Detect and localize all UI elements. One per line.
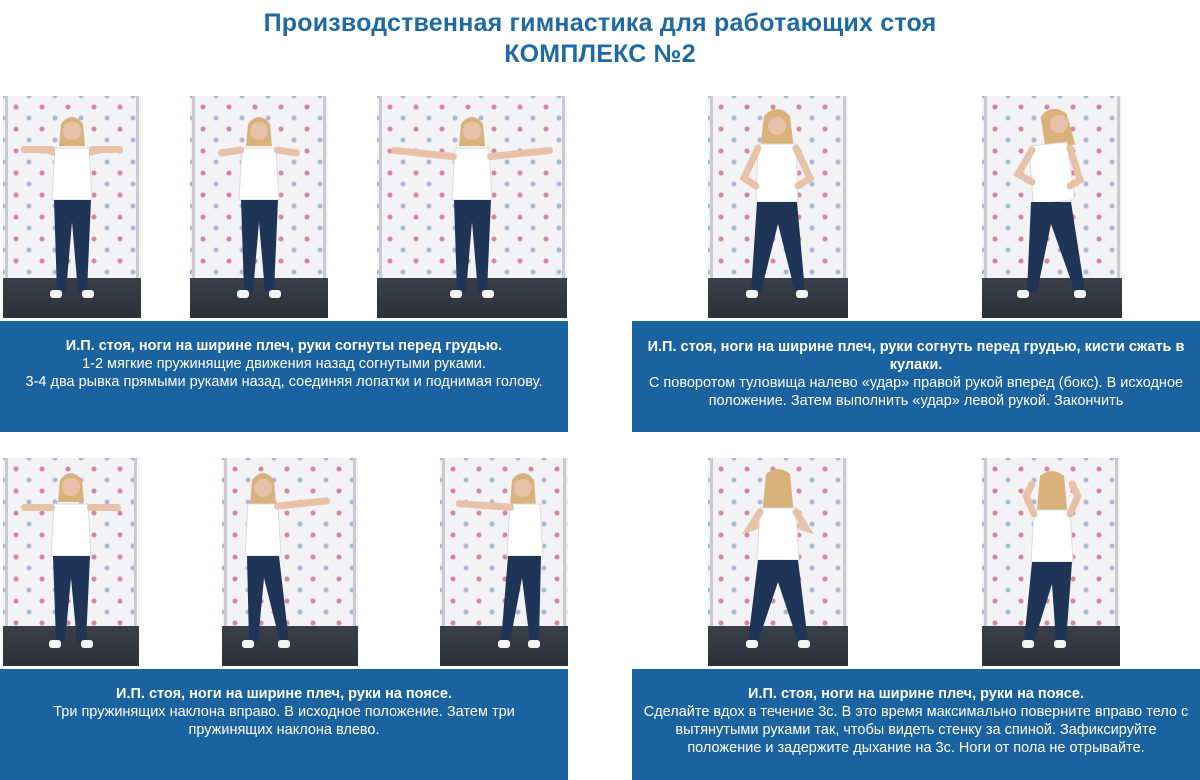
title-line-1: Производственная гимнастика для работающих стоя (263, 9, 937, 37)
person-figure (708, 96, 848, 318)
person-figure (708, 458, 848, 666)
exercise-3-photo-3 (440, 458, 568, 666)
exercise-4-description (632, 669, 1200, 780)
exercise-4-photo-1 (708, 458, 848, 666)
person-figure (3, 458, 139, 666)
exercise-2-heading: И.П. стоя, ноги на ширине плеч, руки согнуть перед грудью, кисти сжать в кулаки. (647, 339, 1185, 373)
person-figure (190, 96, 328, 318)
exercise-2-photo-2 (982, 96, 1122, 318)
exercise-1-description (0, 321, 568, 432)
person-figure (440, 458, 568, 666)
person-figure (222, 458, 358, 666)
exercise-4-heading: И.П. стоя, ноги на ширине плеч, руки на поясе. (748, 686, 1084, 702)
exercise-1-line-2: 3-4 два рывка прямыми руками назад, соединяя лопатки и поднимая голову. (25, 374, 543, 390)
exercise-3-line-1: Три пружинящих наклона вправо. В исходное положение. Затем три пружинящих наклона влево. (53, 704, 515, 738)
page-title (0, 8, 1200, 70)
exercise-1-photo-1 (3, 96, 141, 318)
exercise-3-photo-1 (3, 458, 139, 666)
exercise-3-description (0, 669, 568, 780)
exercise-2-description (632, 321, 1200, 432)
exercise-1-photo-3 (377, 96, 567, 318)
exercise-4-photo-2 (982, 458, 1120, 666)
person-figure (3, 96, 141, 318)
exercise-1-line-1: 1-2 мягкие пружинящие движения назад согнутыми руками. (82, 356, 486, 372)
exercise-4-line-1: Сделайте вдох в течение 3с. В это время максимально поверните вправо тело с вытянутыми руками так, чтобы видеть стенку за спиной. Зафиксируйте положение и задержите дыхание на 3с. Ноги от пола не отрывайте. (643, 704, 1189, 756)
exercise-2-line-1: С поворотом туловища налево «удар» правой рукой вперед (бокс). В исходное положение. Затем выполнить «удар» левой рукой. Закончить (648, 375, 1184, 409)
exercise-1-heading: И.П. стоя, ноги на ширине плеч, руки согнуты перед грудью. (65, 338, 503, 354)
exercise-3-photo-2 (222, 458, 358, 666)
exercise-2-photo-1 (708, 96, 848, 318)
person-figure (982, 458, 1120, 666)
person-figure (377, 96, 567, 318)
exercise-1-photo-2 (190, 96, 328, 318)
exercise-3-heading: И.П. стоя, ноги на ширине плеч, руки на поясе. (116, 686, 452, 702)
title-line-2: КОМПЛЕКС №2 (504, 40, 696, 68)
person-figure (982, 96, 1122, 318)
